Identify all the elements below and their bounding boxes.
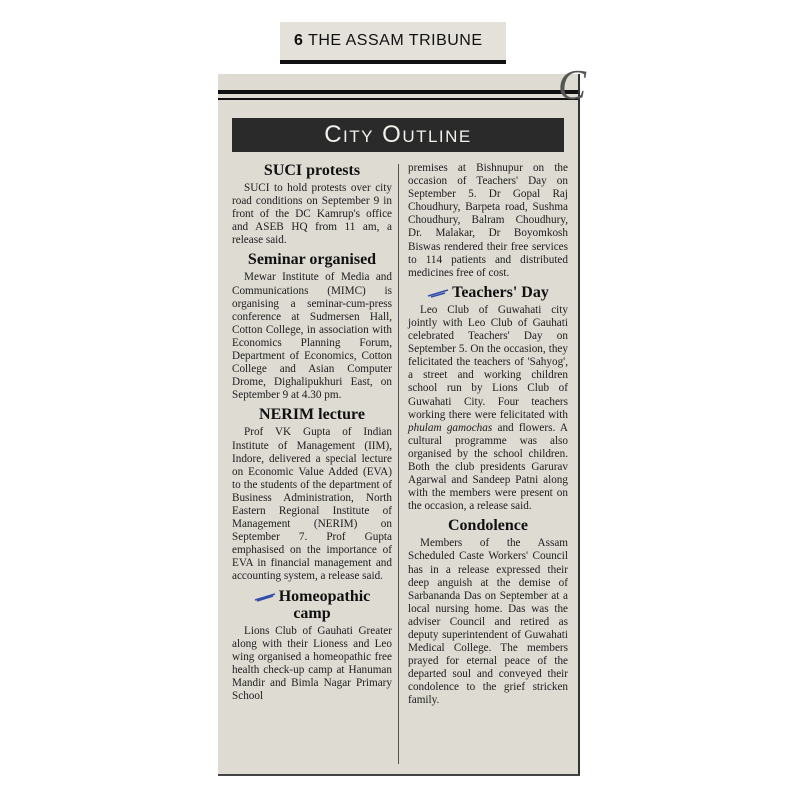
column-divider xyxy=(398,164,399,764)
article-heading-suci: SUCI protests xyxy=(263,162,361,179)
section-banner xyxy=(232,118,564,152)
article-body-teachers-day xyxy=(408,304,568,514)
newspaper-name: THE ASSAM TRIBUNE xyxy=(308,32,483,49)
section-title: City Outline xyxy=(324,121,472,148)
article-body-homeopathic-continued: premises at Bishnupur on the occasion of Teachers' Day on September 5. Dr Gopal Raj Choudhury, Barpeta road, Sushma Choudhury, Balram Choudhury, Dr. Malakar, Dr Boyomkosh Biswas rendered their free services to 114 patients and distributed medicines free of cost. xyxy=(408,162,568,279)
body-italic-term: phulam gamochas xyxy=(408,421,493,434)
pen-tick-mark-icon xyxy=(254,592,276,602)
masthead-text xyxy=(294,32,483,50)
body-part-2: and flowers. A cultural programme was also organised by the school children. Both the club presidents Garurav Agarwal and Sandeep Patni along with the members were present on the occasion, a release said. xyxy=(408,421,569,513)
heading-text: Teachers' Day xyxy=(452,283,549,301)
article-heading-homeopathic xyxy=(232,588,392,622)
article-body-seminar: Mewar Institute of Media and Communications (MIMC) is organising a seminar-cum-press conference at Sudmersen Hall, Cotton College, in association with Economics Planning Forum, Department of Economics, Cotton College and Asian Computer Drome, Dighalipukhuri East, on September 9 at 4.30 pm. xyxy=(232,271,392,402)
body-part-1: Leo Club of Guwahati city jointly with Leo Club of Gauhati celebrated Teachers' Day on September 5. On the occasion, they felicitated the teachers of 'Sahyog', a street and working children school run by Lions Club of Guwahati City. Four teachers working there were felicitated with xyxy=(408,303,568,421)
heading-line-1: Homeopathic xyxy=(278,587,371,605)
cut-off-headline-fragment: C xyxy=(557,63,586,109)
left-column xyxy=(232,162,392,703)
article-body-suci: SUCI to hold protests over city road conditions on September 9 in front of the DC Kamrup's office and ASEB HQ from 11 am, a release said. xyxy=(232,182,392,247)
page-number: 6 xyxy=(294,32,304,49)
article-body-condolence: Members of the Assam Scheduled Caste Workers' Council has in a release expressed their deep anguish at the demise of Sarbananda Das on September at a local nursing home. Das was the adviser Council and retired as deputy superintendent of Guwahati Medical College. The members prayed for eternal peace of the departed soul and conveyed their condolence to the grief stricken family. xyxy=(408,537,568,707)
newspaper-clipping xyxy=(218,63,586,776)
article-body-homeopathic: Lions Club of Gauhati Greater along with their Lioness and Leo wing organised a homeopathic free health check-up camp at Hanuman Mandir and Bimla Nagar Primary School xyxy=(232,624,392,702)
heading-line-2: camp xyxy=(293,604,331,622)
article-heading-nerim: NERIM lecture xyxy=(259,406,365,424)
article-heading-condolence: Condolence xyxy=(448,517,528,535)
right-column xyxy=(408,162,568,708)
pen-tick-mark-icon xyxy=(427,288,449,298)
masthead-slip xyxy=(280,22,506,64)
top-rule-thin xyxy=(218,98,578,100)
article-body-nerim: Prof VK Gupta of Indian Institute of Management (IIM), Indore, delivered a special lecture on Economic Value Added (EVA) to the students of the department of Business Administration, North Eastern Regional Institute of Management (NERIM) on September 7. Prof Gupta emphasised on the importance of EVA in financial management and accounting system, a release said. xyxy=(232,426,392,583)
article-heading-teachers-day xyxy=(408,284,568,301)
article-heading-seminar: Seminar organised xyxy=(247,251,377,269)
top-rule-thick xyxy=(218,90,578,94)
